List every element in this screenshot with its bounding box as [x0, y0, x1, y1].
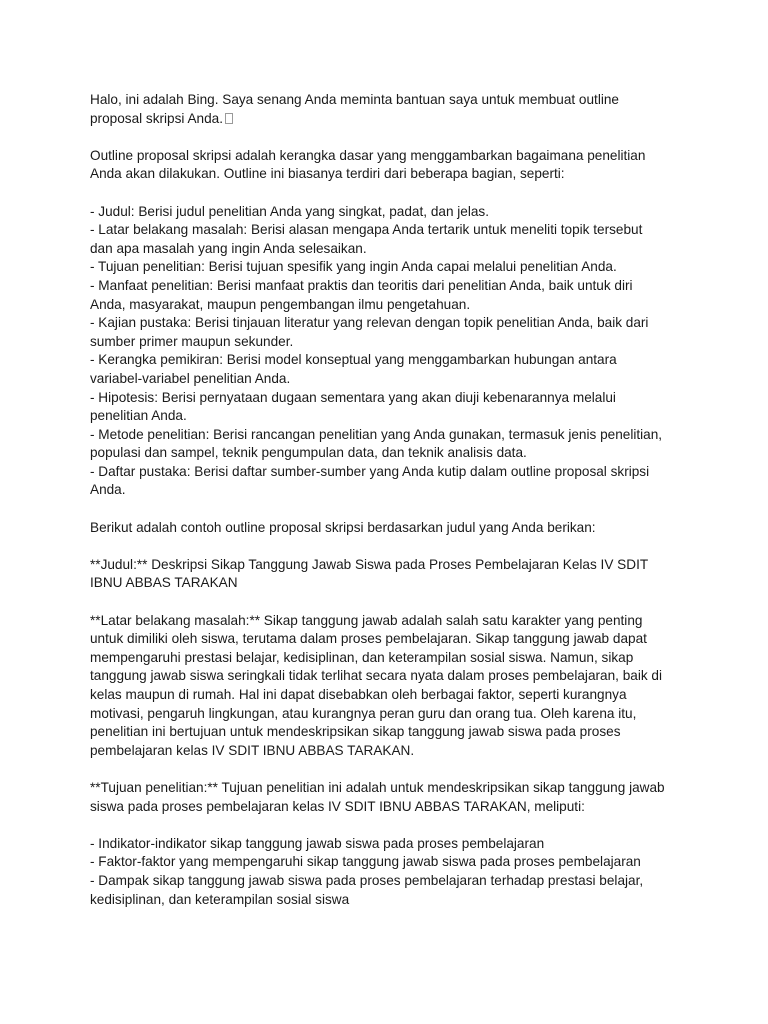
text-line: motivasi, pengaruh lingkungan, atau kurangnya peran guru dan orang tua. Oleh karena itu,: [90, 705, 637, 721]
list-line: - Judul: Berisi judul penelitian Anda yang singkat, padat, dan jelas.: [90, 203, 490, 219]
text-line: **Judul:** Deskripsi Sikap Tanggung Jawab Siswa pada Proses Pembelajaran Kelas IV SDIT: [90, 556, 649, 572]
text-line: siswa pada proses pembelajaran kelas IV SDIT IBNU ABBAS TARAKAN, meliputi:: [90, 798, 585, 814]
tujuan-paragraph: [90, 779, 690, 816]
text-line: IBNU ABBAS TARAKAN: [90, 575, 238, 591]
list-line: - Latar belakang masalah: Berisi alasan mengapa Anda tertarik untuk meneliti topik tersebut: [90, 222, 643, 238]
list-line: - Hipotesis: Berisi pernyataan dugaan sementara yang akan diuji kebenarannya melalui: [90, 389, 616, 405]
list-line: sumber primer maupun sekunder.: [90, 333, 294, 349]
text-line: untuk dimiliki oleh siswa, terutama dalam proses pembelajaran. Sikap tanggung jawab dapat: [90, 631, 647, 647]
judul-paragraph: [90, 556, 690, 593]
list-line: dan apa masalah yang ingin Anda selesaikan.: [90, 240, 367, 256]
text-line: tanggung jawab siswa seringkali tidak terlihat secara nyata dalam proses pembelajaran, baik di: [90, 668, 663, 684]
list-line: - Indikator-indikator sikap tanggung jawab siswa pada proses pembelajaran: [90, 835, 545, 851]
text-line: **Tujuan penelitian:** Tujuan penelitian ini adalah untuk mendeskripsikan sikap tanggung jawab: [90, 779, 665, 795]
text-line: penelitian ini bertujuan untuk mendeskripsikan sikap tanggung jawab siswa pada proses: [90, 724, 621, 740]
intro-paragraph: [90, 91, 690, 128]
text-line: pembelajaran kelas IV SDIT IBNU ABBAS TARAKAN.: [90, 742, 415, 758]
list-line: - Tujuan penelitian: Berisi tujuan spesifik yang ingin Anda capai melalui penelitian Anda.: [90, 259, 617, 275]
list-line: Anda.: [90, 482, 126, 498]
text-line: Berikut adalah contoh outline proposal skripsi berdasarkan judul yang Anda berikan:: [90, 519, 596, 535]
text-line: mempengaruhi prestasi belajar, kedisiplinan, dan keterampilan sosial siswa. Namun, sikap: [90, 649, 634, 665]
list-line: - Kajian pustaka: Berisi tinjauan literatur yang relevan dengan topik penelitian Anda, baik dari: [90, 315, 649, 331]
text-line: [90, 110, 690, 129]
tujuan-list: [90, 835, 690, 909]
list-line: kedisiplinan, dan keterampilan sosial siswa: [90, 891, 350, 907]
list-line: - Faktor-faktor yang mempengaruhi sikap tanggung jawab siswa pada proses pembelajaran: [90, 854, 641, 870]
list-line: - Kerangka pemikiran: Berisi model konseptual yang menggambarkan hubungan antara: [90, 352, 617, 368]
example-intro-paragraph: [90, 519, 690, 538]
text-fragment: proposal skripsi Anda.: [90, 110, 223, 126]
text-line: Halo, ini adalah Bing. Saya senang Anda meminta bantuan saya untuk membuat outline: [90, 92, 619, 107]
list-line: - Manfaat penelitian: Berisi manfaat praktis dan teoritis dari penelitian Anda, baik untuk diri: [90, 277, 633, 293]
list-line: - Metode penelitian: Berisi rancangan penelitian yang Anda gunakan, termasuk jenis penelitian,: [90, 426, 663, 442]
list-line: - Dampak sikap tanggung jawab siswa pada proses pembelajaran terhadap prestasi belajar,: [90, 872, 644, 888]
definition-paragraph: [90, 147, 690, 184]
text-line: Anda akan dilakukan. Outline ini biasanya terdiri dari beberapa bagian, seperti:: [90, 166, 565, 182]
sections-list: [90, 203, 690, 501]
list-line: populasi dan sampel, teknik pengumpulan data, dan teknik analisis data.: [90, 445, 527, 461]
list-line: Anda, masyarakat, maupun pengembangan ilmu pengetahuan.: [90, 296, 471, 312]
missing-glyph-icon: [225, 113, 233, 124]
list-line: penelitian Anda.: [90, 408, 187, 424]
text-line: **Latar belakang masalah:** Sikap tanggung jawab adalah salah satu karakter yang penting: [90, 612, 643, 628]
latar-belakang-paragraph: [90, 612, 690, 761]
text-line: kelas maupun di rumah. Hal ini dapat disebabkan oleh berbagai faktor, seperti kurangnya: [90, 687, 627, 702]
document-page: [90, 91, 690, 928]
text-line: Outline proposal skripsi adalah kerangka dasar yang menggambarkan bagaimana penelitian: [90, 147, 646, 163]
list-line: - Daftar pustaka: Berisi daftar sumber-sumber yang Anda kutip dalam outline proposal skripsi: [90, 463, 650, 479]
list-line: variabel-variabel penelitian Anda.: [90, 370, 291, 386]
